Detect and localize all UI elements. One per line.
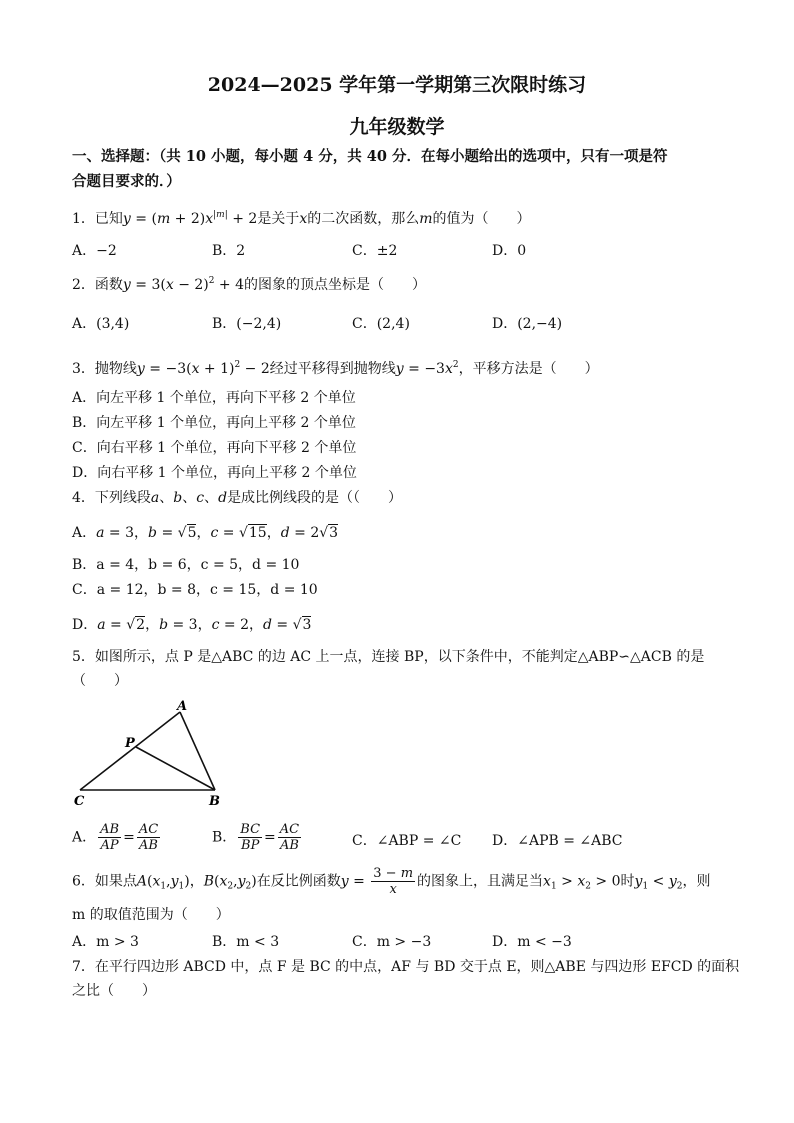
- question-6-options: [72, 931, 732, 951]
- option-b[interactable]: B．2: [212, 243, 246, 259]
- option-a[interactable]: A．−2: [72, 243, 117, 259]
- label-b: B: [209, 794, 220, 809]
- option-a[interactable]: A．m > 3: [72, 934, 139, 950]
- question-1-stem: 1．已知$y = (m + 2)x^{|m|} + 2$是关于x的二次函数，那么m的值为（ ）: [72, 210, 531, 227]
- section-heading: 一、选择题：（共 10 小题，每小题 4 分，共 40 分．在每小题给出的选项中，只有一项是符: [72, 148, 668, 165]
- section-heading-cont: 合题目要求的．）: [72, 173, 181, 190]
- label-c: C: [74, 794, 85, 809]
- label-a: A: [177, 699, 188, 714]
- question-2-stem: 2．函数$y = 3(x - 2)^2 + 4$的图象的顶点坐标是（ ）: [72, 276, 427, 293]
- option-c[interactable]: C．(2,4): [352, 316, 410, 332]
- option-d[interactable]: D．0: [492, 243, 527, 259]
- option-b[interactable]: B．(−2,4): [212, 316, 282, 332]
- page-subtitle: 九年级数学: [349, 116, 445, 138]
- label-p: P: [125, 736, 135, 751]
- segment-bp: [136, 747, 215, 790]
- question-4-stem: 4．下列线段a、b、c、d是成比例线段的是（（ ）: [72, 490, 403, 506]
- segment-ab: [180, 712, 215, 790]
- option-d[interactable]: D．向右平移 1 个单位，再向上平移 2 个单位: [72, 465, 357, 481]
- option-b[interactable]: B． $\frac{BC}{BP}$ = $\frac{AC}{AB}$: [212, 822, 300, 853]
- option-b[interactable]: B．向左平移 1 个单位，再向上平移 2 个单位: [72, 415, 356, 431]
- question-2-options: [72, 313, 732, 333]
- segment-ca: [80, 712, 180, 790]
- option-c[interactable]: C．±2: [352, 243, 398, 259]
- question-5-stem: 5．如图所示，点 P 是△ABC 的边 AC 上一点，连接 BP，以下条件中，不能判定△ABP∽△ACB 的是: [72, 649, 705, 665]
- option-a[interactable]: A． $\frac{AB}{AP}$ = $\frac{AC}{AB}$: [72, 822, 159, 853]
- option-a[interactable]: A．a = 3，b = √5，c = √15，d = 2√3: [72, 525, 339, 541]
- option-a[interactable]: A．(3,4): [72, 316, 130, 332]
- question-6-stem: 6．如果点$A(x_1,y_1)$，$B(x_2,y_2)$在反比例函数y = $\frac{3 - m}{x}$ 的图象上，且满足当$x_1 > x_2 > 0$时$y_1 < y_2$，则: [72, 866, 711, 897]
- question-1-options: [72, 240, 732, 260]
- option-d[interactable]: D．m < −3: [492, 934, 572, 950]
- option-d[interactable]: D．(2,−4): [492, 316, 563, 332]
- question-3-stem: 3．抛物线$y = -3(x + 1)^2 - 2$经过平移得到抛物线$y = -3x^2$，平移方法是（ ）: [72, 360, 599, 377]
- option-c[interactable]: C．m > −3: [352, 934, 432, 950]
- option-c[interactable]: C．向右平移 1 个单位，再向下平移 2 个单位: [72, 440, 357, 456]
- option-b[interactable]: B．m < 3: [212, 934, 280, 950]
- option-d[interactable]: D．a = √2，b = 3，c = 2，d = √3: [72, 617, 312, 633]
- option-d[interactable]: D．∠APB = ∠ABC: [492, 833, 623, 849]
- question-5-stem-cont: （ ）: [72, 673, 128, 689]
- page-title: 2024—2025 学年第一学期第三次限时练习: [207, 74, 587, 96]
- triangle-figure: [70, 698, 230, 810]
- option-b[interactable]: B．a = 4，b = 6，c = 5，d = 10: [72, 557, 300, 573]
- option-c[interactable]: C．a = 12，b = 8，c = 15，d = 10: [72, 582, 318, 598]
- question-7-stem-cont: 之比（ ）: [72, 983, 156, 999]
- question-7-stem: 7．在平行四边形 ABCD 中，点 F 是 BC 的中点，AF 与 BD 交于点 E，则△ABE 与四边形 EFCD 的面积: [72, 959, 740, 975]
- option-c[interactable]: C．∠ABP = ∠C: [352, 833, 462, 849]
- question-5-options: [72, 822, 732, 856]
- question-6-stem-cont: m 的取值范围为（ ）: [72, 907, 230, 923]
- option-a[interactable]: A．向左平移 1 个单位，再向下平移 2 个单位: [72, 390, 356, 406]
